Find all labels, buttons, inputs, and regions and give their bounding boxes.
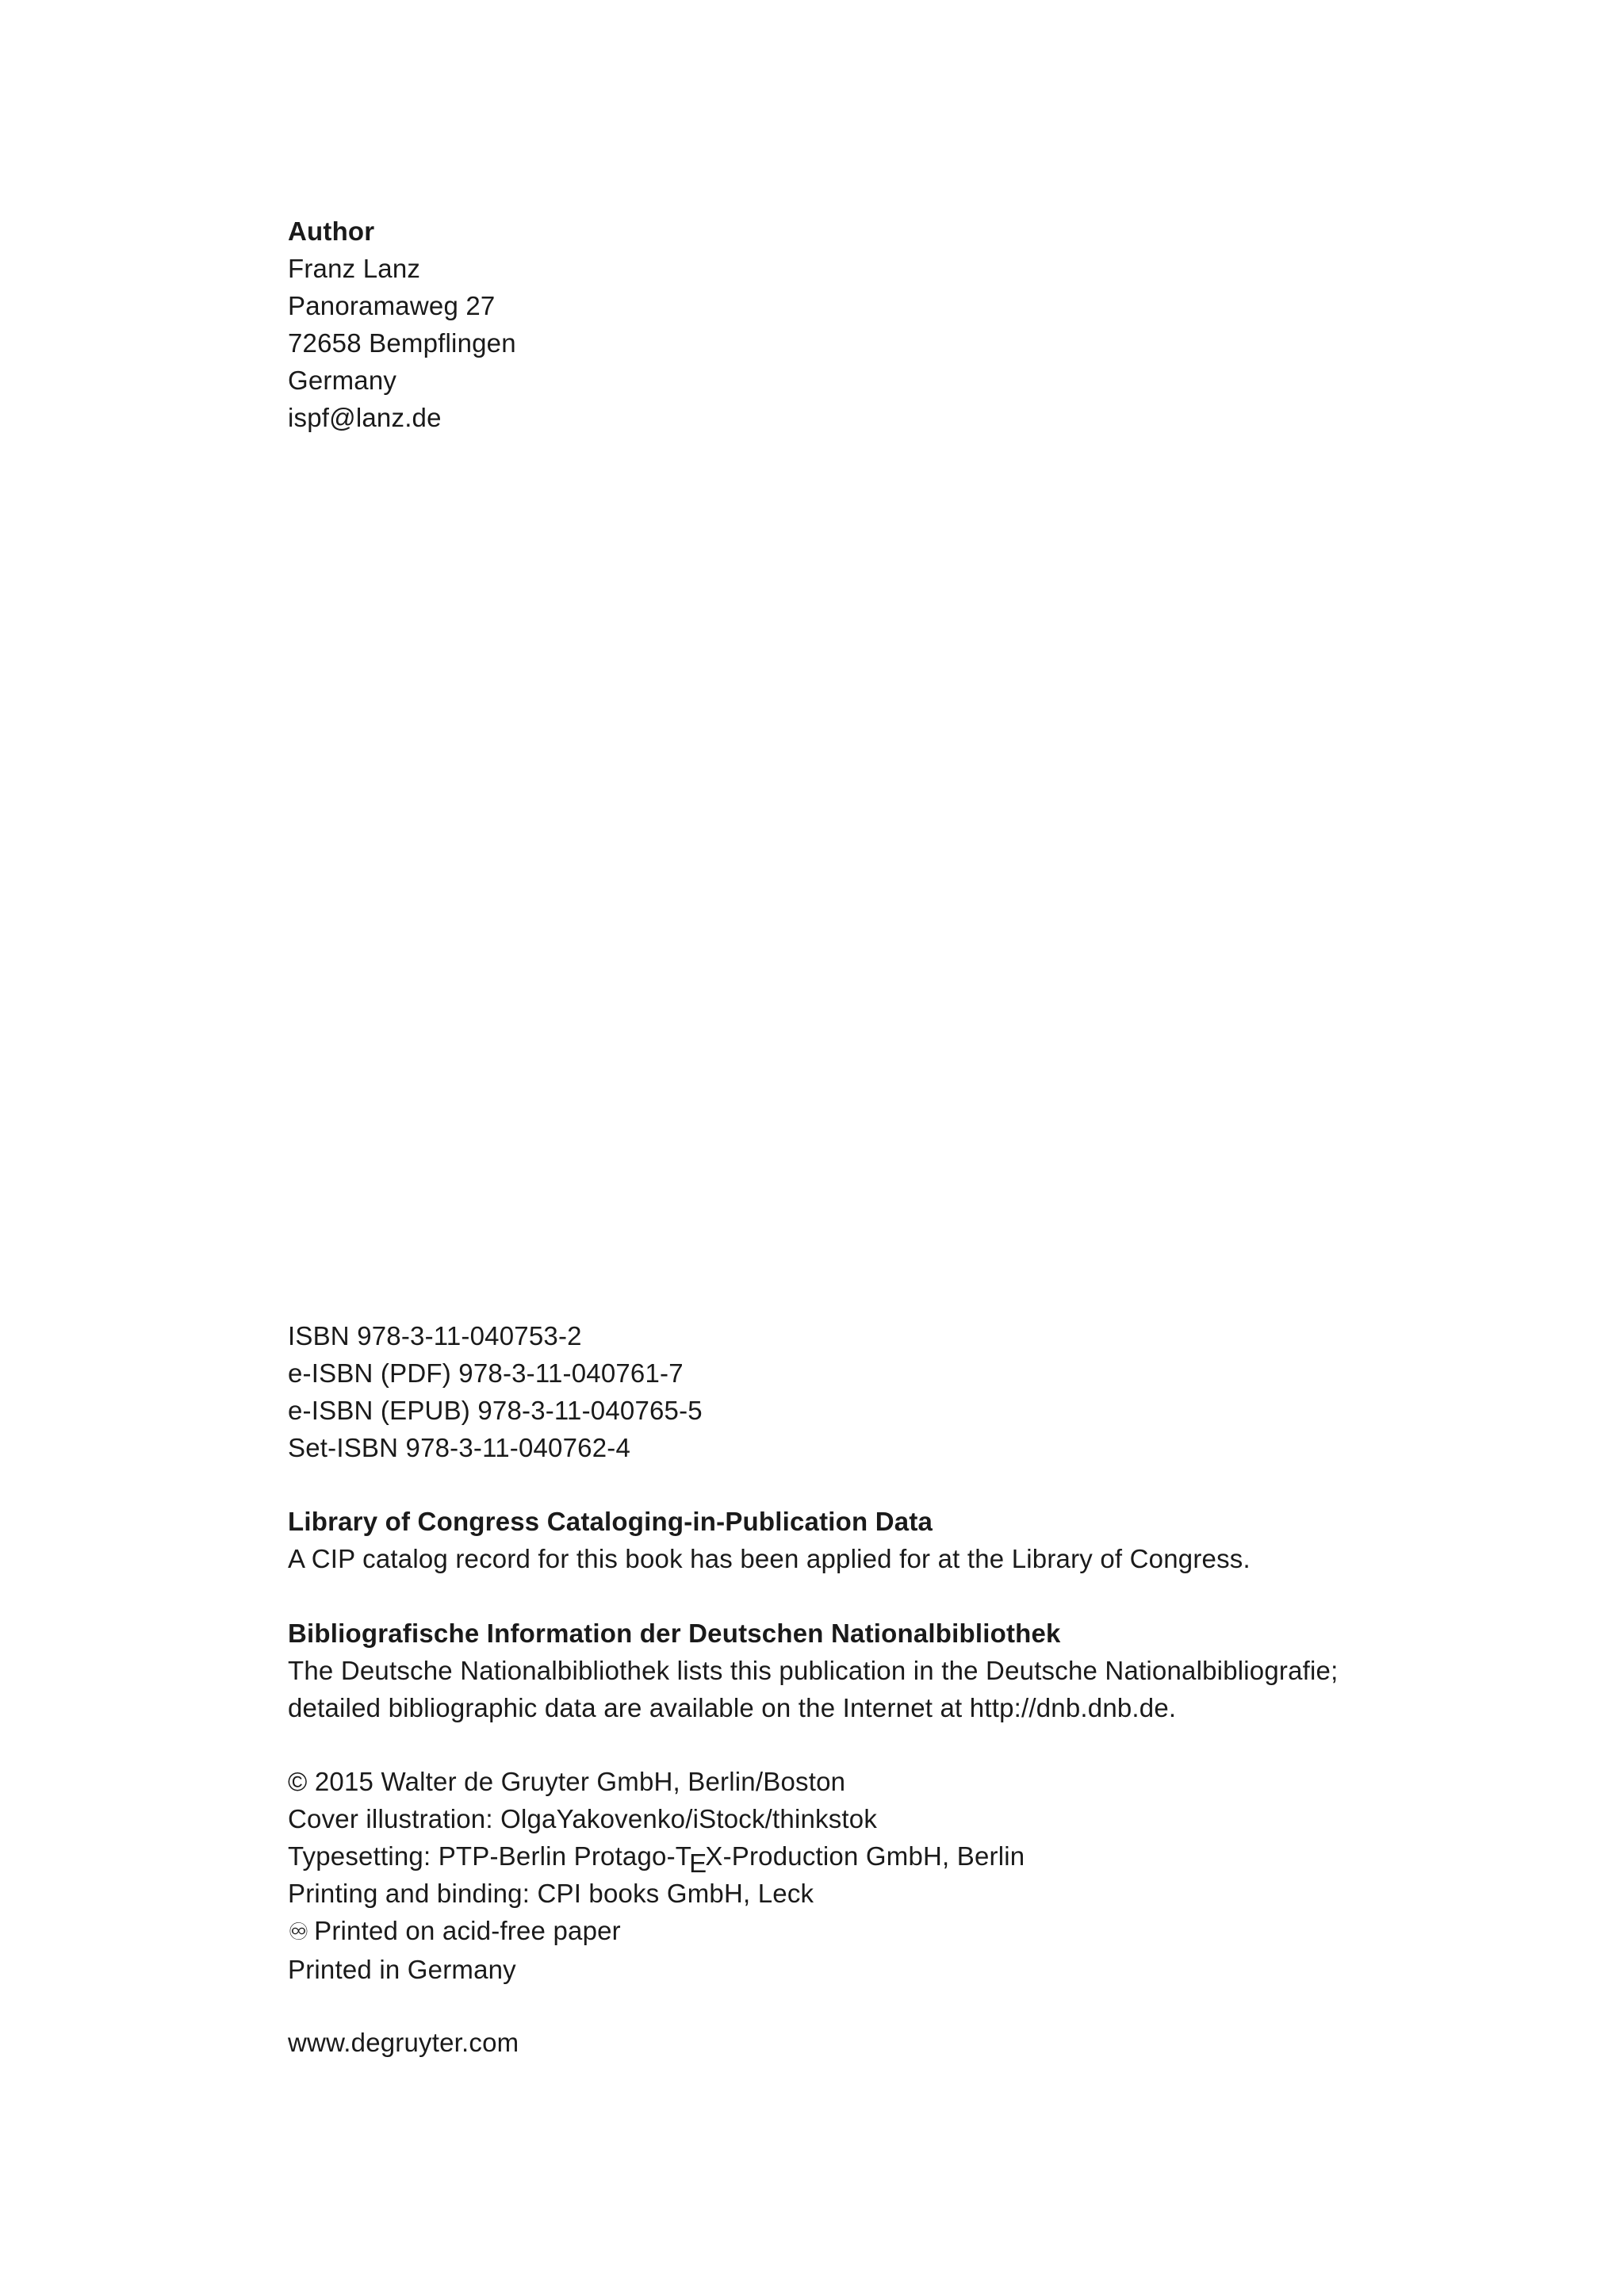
author-street: Panoramaweg 27 [288, 291, 496, 320]
dnb-heading: Bibliografische Information der Deutschen Nationalbibliothek [288, 1619, 1061, 1648]
printed-in-line: Printed in Germany [288, 1955, 516, 1984]
loc-section [288, 1503, 1477, 1577]
website-section [288, 2024, 1477, 2061]
author-heading: Author [288, 216, 375, 246]
dnb-line-2: detailed bibliographic data are available on the Internet at http://dnb.dnb.de. [288, 1693, 1177, 1722]
copyright-line: © 2015 Walter de Gruyter GmbH, Berlin/Boston [288, 1767, 846, 1796]
isbn-epub: e-ISBN (EPUB) 978-3-11-040765-5 [288, 1396, 703, 1425]
acid-free-text: Printed on acid-free paper [314, 1916, 621, 1945]
typesetting-line [288, 1837, 1477, 1878]
imprint-section [288, 1763, 1477, 1988]
isbn-section [288, 1317, 1477, 1466]
author-email: ispf@lanz.de [288, 403, 442, 432]
isbn-pdf: e-ISBN (PDF) 978-3-11-040761-7 [288, 1358, 684, 1388]
isbn-print: ISBN 978-3-11-040753-2 [288, 1321, 582, 1350]
infinity-paper-icon: ♾ [288, 1919, 310, 1945]
dnb-line-1: The Deutsche Nationalbibliothek lists this publication in the Deutsche Nationalbibliografie; [288, 1656, 1339, 1685]
website-link[interactable]: www.degruyter.com [288, 2028, 519, 2057]
isbn-set: Set-ISBN 978-3-11-040762-4 [288, 1433, 631, 1462]
typesetting-suffix: X-Production GmbH, Berlin [705, 1841, 1025, 1871]
loc-text: A CIP catalog record for this book has been applied for at the Library of Congress. [288, 1544, 1251, 1573]
cover-illustration-line: Cover illustration: OlgaYakovenko/iStock/thinkstok [288, 1804, 878, 1833]
author-section [288, 213, 1477, 436]
author-city: 72658 Bempflingen [288, 328, 516, 358]
author-country: Germany [288, 366, 397, 395]
loc-heading: Library of Congress Cataloging-in-Publication Data [288, 1507, 933, 1536]
tex-lowered-e: E [689, 1849, 707, 1878]
printing-binding-line: Printing and binding: CPI books GmbH, Leck [288, 1879, 814, 1908]
author-name: Franz Lanz [288, 254, 421, 283]
dnb-section [288, 1615, 1477, 1726]
acid-free-line [288, 1912, 1477, 1951]
typesetting-prefix: Typesetting: PTP-Berlin Protago-T [288, 1841, 692, 1871]
